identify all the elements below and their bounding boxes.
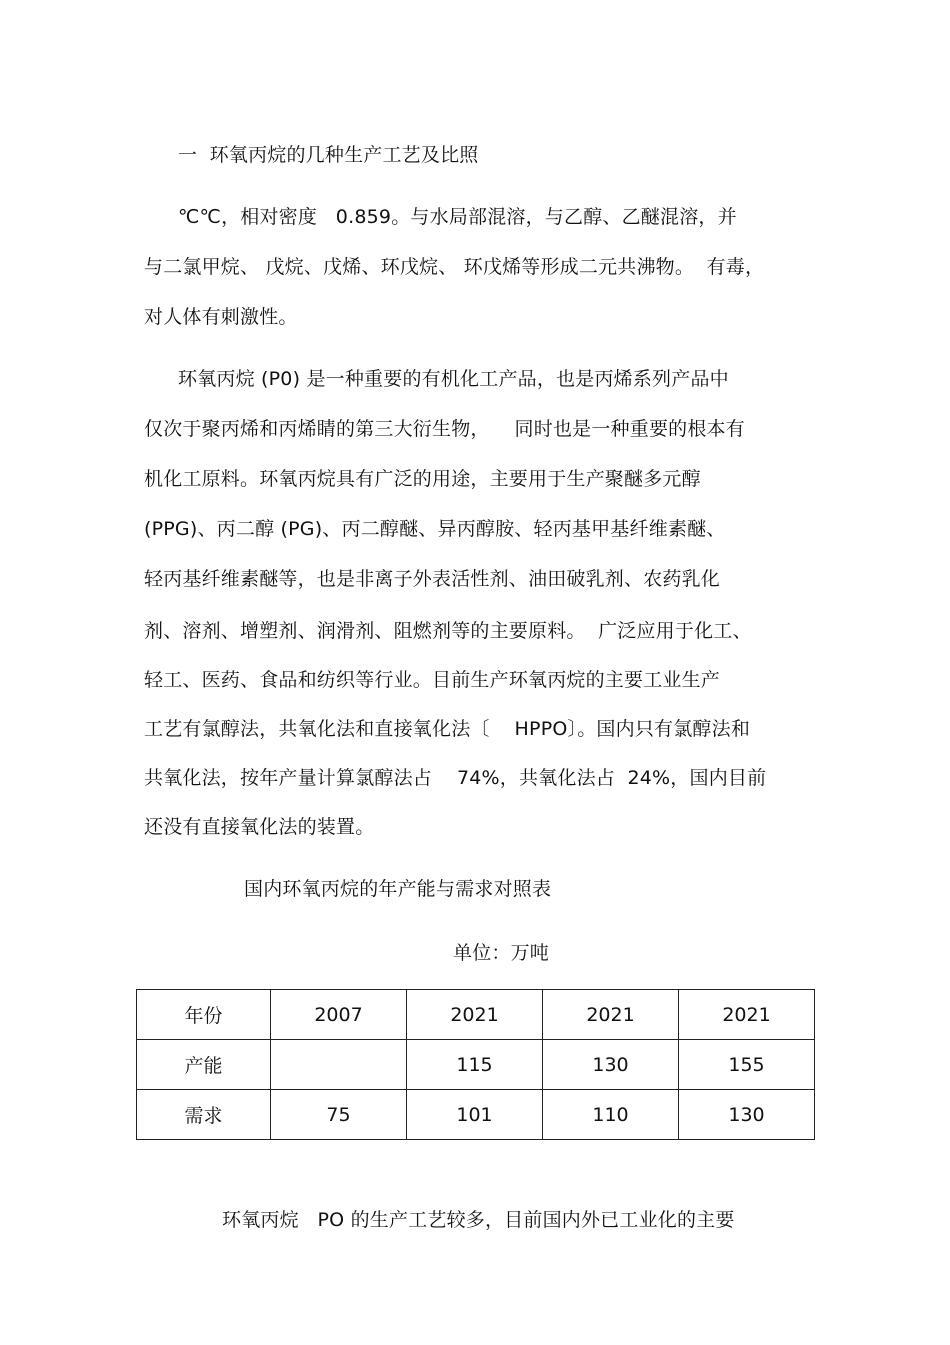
paragraph-line-1: 环氧丙烷 (P0) 是一种重要的有机化工产品，也是丙烯系列产品中 <box>178 368 729 390</box>
table-caption: 国内环氧丙烷的年产能与需求对照表 <box>244 878 552 900</box>
table-row <box>137 1040 815 1090</box>
table-header-cell: 2007 <box>271 990 407 1040</box>
table-cell: 155 <box>679 1040 815 1090</box>
table-header-cell: 年份 <box>137 990 271 1040</box>
closing-line: 环氧丙烷 PO 的生产工艺较多，目前国内外已工业化的主要 <box>222 1209 735 1231</box>
paragraph-line-7: 轻工、医药、食品和纺织等行业。目前生产环氧丙烷的主要工业生产 <box>144 669 721 691</box>
table-header-cell: 2021 <box>543 990 679 1040</box>
paragraph-line-10: 还没有直接氧化法的装置。 <box>144 816 375 838</box>
table-header-cell: 2021 <box>407 990 543 1040</box>
table-cell: 130 <box>679 1090 815 1140</box>
table-cell: 130 <box>543 1040 679 1090</box>
table-cell: 101 <box>407 1090 543 1140</box>
intro-line-2: 与二氯甲烷、 戊烷、戊烯、环戊烷、 环戊烯等形成二元共沸物。 有毒， <box>144 256 765 278</box>
paragraph-line-3: 机化工原料。环氧丙烷具有广泛的用途，主要用于生产聚醚多元醇 <box>144 468 701 490</box>
paragraph-line-6: 剂、溶剂、增塑剂、润滑剂、阻燃剂等的主要原料。 广泛应用于化工、 <box>144 620 752 642</box>
table-cell <box>271 1040 407 1090</box>
section-heading: 一 环氧丙烷的几种生产工艺及比照 <box>178 144 479 166</box>
table-unit: 单位：万吨 <box>453 942 550 964</box>
table-header-row <box>137 990 815 1040</box>
table-cell: 115 <box>407 1040 543 1090</box>
paragraph-line-9: 共氧化法，按年产量计算氯醇法占 74%，共氧化法占 24%，国内目前 <box>144 767 767 789</box>
table-row <box>137 1090 815 1140</box>
intro-line-1: ℃℃，相对密度 0.859。与水局部混溶，与乙醇、乙醚混溶，并 <box>178 206 737 228</box>
paragraph-line-8: 工艺有氯醇法，共氧化法和直接氧化法〔 HPPO〕。国内只有氯醇法和 <box>144 718 751 740</box>
paragraph-line-4: (PPG)、丙二醇 (PG)、丙二醇醚、异丙醇胺、轻丙基甲基纤维素醚、 <box>144 518 726 540</box>
table-cell: 110 <box>543 1090 679 1140</box>
paragraph-line-2: 仅次于聚丙烯和丙烯睛的第三大衍生物， 同时也是一种重要的根本有 <box>144 418 745 440</box>
paragraph-line-5: 轻丙基纤维素醚等，也是非离子外表活性剂、油田破乳剂、农药乳化 <box>144 568 721 590</box>
table-cell: 75 <box>271 1090 407 1140</box>
table-cell: 需求 <box>137 1090 271 1140</box>
table-cell: 产能 <box>137 1040 271 1090</box>
intro-line-3: 对人体有刺激性。 <box>144 306 298 328</box>
table-header-cell: 2021 <box>679 990 815 1040</box>
capacity-demand-table <box>136 989 815 1140</box>
